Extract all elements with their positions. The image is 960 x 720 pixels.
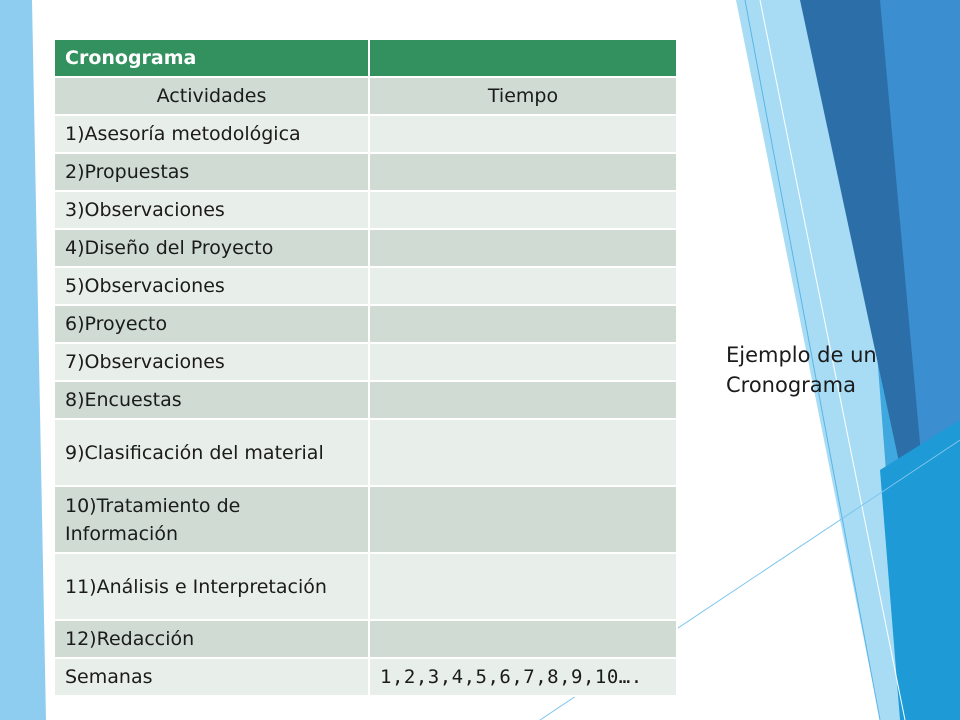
time-cell	[369, 153, 677, 191]
table-row	[54, 305, 677, 343]
table-row	[54, 553, 677, 620]
activity-cell: 9)Clasificación del material	[54, 419, 369, 486]
table-row	[54, 620, 677, 658]
activity-cell: 2)Propuestas	[54, 153, 369, 191]
activity-cell: 4)Diseño del Proyecto	[54, 229, 369, 267]
activity-cell: 6)Proyecto	[54, 305, 369, 343]
table-row	[54, 229, 677, 267]
table-header-row	[54, 77, 677, 115]
table-title-empty-cell	[369, 39, 677, 77]
activity-cell: 10)Tratamiento de Información	[54, 486, 369, 553]
time-cell	[369, 305, 677, 343]
time-cell	[369, 381, 677, 419]
time-cell	[369, 620, 677, 658]
table-row	[54, 115, 677, 153]
activity-cell: 11)Análisis e Interpretación	[54, 553, 369, 620]
activity-cell: 8)Encuestas	[54, 381, 369, 419]
header-activities: Actividades	[54, 77, 369, 115]
time-cell	[369, 419, 677, 486]
caption-line-1: Ejemplo de un	[726, 343, 877, 367]
table-row	[54, 419, 677, 486]
time-cell	[369, 343, 677, 381]
weeks-value: 1,2,3,4,5,6,7,8,9,10….	[369, 658, 677, 696]
caption-line-2: Cronograma	[726, 373, 856, 397]
time-cell	[369, 267, 677, 305]
weeks-label: Semanas	[54, 658, 369, 696]
light-blue-triangle-left	[0, 0, 46, 720]
table-title-row	[54, 39, 677, 77]
table-title: Cronograma	[54, 39, 369, 77]
table-row	[54, 191, 677, 229]
time-cell	[369, 229, 677, 267]
time-cell	[369, 486, 677, 553]
activity-cell: 3)Observaciones	[54, 191, 369, 229]
time-cell	[369, 115, 677, 153]
table-row	[54, 486, 677, 553]
table-row	[54, 267, 677, 305]
header-time: Tiempo	[369, 77, 677, 115]
activity-cell: 12)Redacción	[54, 620, 369, 658]
activity-cell: 7)Observaciones	[54, 343, 369, 381]
table-row	[54, 153, 677, 191]
time-cell	[369, 553, 677, 620]
slide-caption	[726, 340, 877, 400]
schedule-table	[53, 38, 678, 697]
activity-cell: 1)Asesoría metodológica	[54, 115, 369, 153]
table-row	[54, 381, 677, 419]
activity-cell: 5)Observaciones	[54, 267, 369, 305]
table-row	[54, 343, 677, 381]
time-cell	[369, 191, 677, 229]
table-footer-row	[54, 658, 677, 696]
